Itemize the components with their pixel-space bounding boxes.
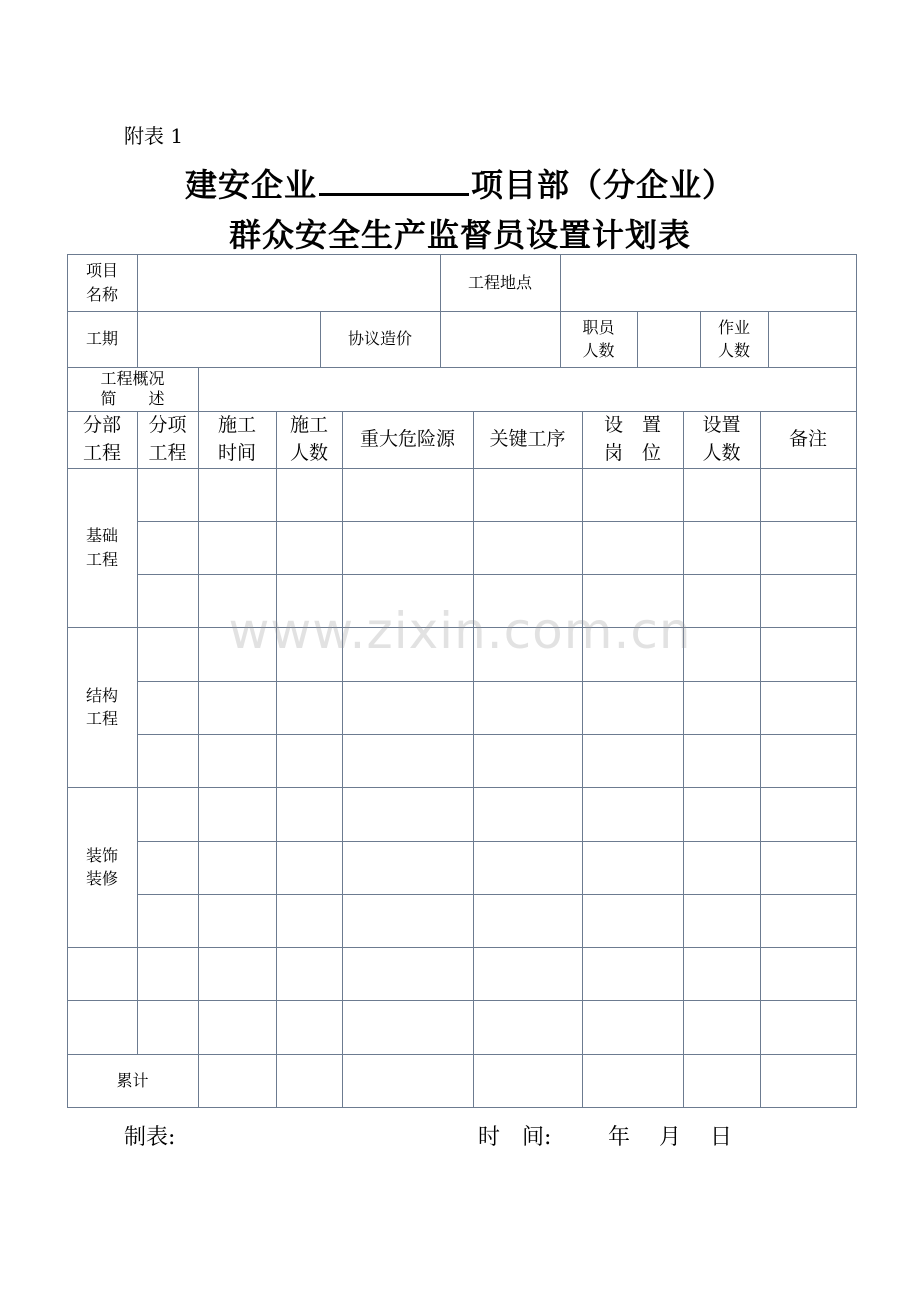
staff-count-label: 职员 人数 bbox=[582, 317, 615, 360]
header-construction-workers: 施工 人数 bbox=[289, 413, 328, 464]
header-subitem: 分项 工程 bbox=[148, 413, 187, 464]
overview-field[interactable] bbox=[199, 368, 855, 410]
time-label: 时 间: bbox=[478, 1125, 552, 1150]
header-major-hazard: 重大危险源 bbox=[359, 427, 455, 450]
contract-price-label: 协议造价 bbox=[347, 329, 412, 349]
title-company: 建安企业 bbox=[184, 166, 317, 204]
duration-field[interactable] bbox=[138, 312, 319, 366]
header-post: 设 置 岗 位 bbox=[603, 413, 661, 464]
header-remarks: 备注 bbox=[788, 427, 827, 450]
location-field[interactable] bbox=[561, 255, 855, 310]
project-name-field[interactable] bbox=[138, 255, 439, 310]
total-label: 累计 bbox=[116, 1070, 149, 1090]
header-set-count: 设置 人数 bbox=[702, 413, 741, 464]
duration-label: 工期 bbox=[85, 329, 118, 349]
maker-label: 制表: bbox=[124, 1125, 176, 1150]
project-name-label: 项目 名称 bbox=[85, 261, 118, 304]
group-foundation: 基础 工程 bbox=[85, 526, 118, 569]
staff-count-field[interactable] bbox=[638, 312, 699, 366]
form-title-line2: 群众安全生产监督员设置计划表 bbox=[228, 216, 691, 254]
watermark: www.zixin.com.cn bbox=[228, 602, 692, 660]
title-blank-field[interactable] bbox=[319, 165, 469, 196]
overview-label: 工程概况 简 述 bbox=[100, 369, 165, 408]
header-division: 分部 工程 bbox=[82, 413, 121, 464]
header-key-process: 关键工序 bbox=[489, 427, 566, 450]
header-construction-time: 施工 时间 bbox=[217, 413, 256, 464]
location-label: 工程地点 bbox=[467, 272, 532, 292]
contract-price-field[interactable] bbox=[441, 312, 559, 366]
group-structure: 结构 工程 bbox=[85, 685, 118, 728]
title-department: 项目部（分企业） bbox=[471, 166, 736, 204]
worker-count-field[interactable] bbox=[769, 312, 855, 366]
worker-count-label: 作业 人数 bbox=[717, 317, 750, 360]
form-title-line1 bbox=[0, 160, 920, 206]
plan-table bbox=[67, 254, 857, 1108]
date-units: 年 月 日 bbox=[608, 1125, 732, 1150]
appendix-label: 附表 1 bbox=[124, 124, 184, 148]
group-decoration: 装饰 装修 bbox=[85, 845, 118, 888]
